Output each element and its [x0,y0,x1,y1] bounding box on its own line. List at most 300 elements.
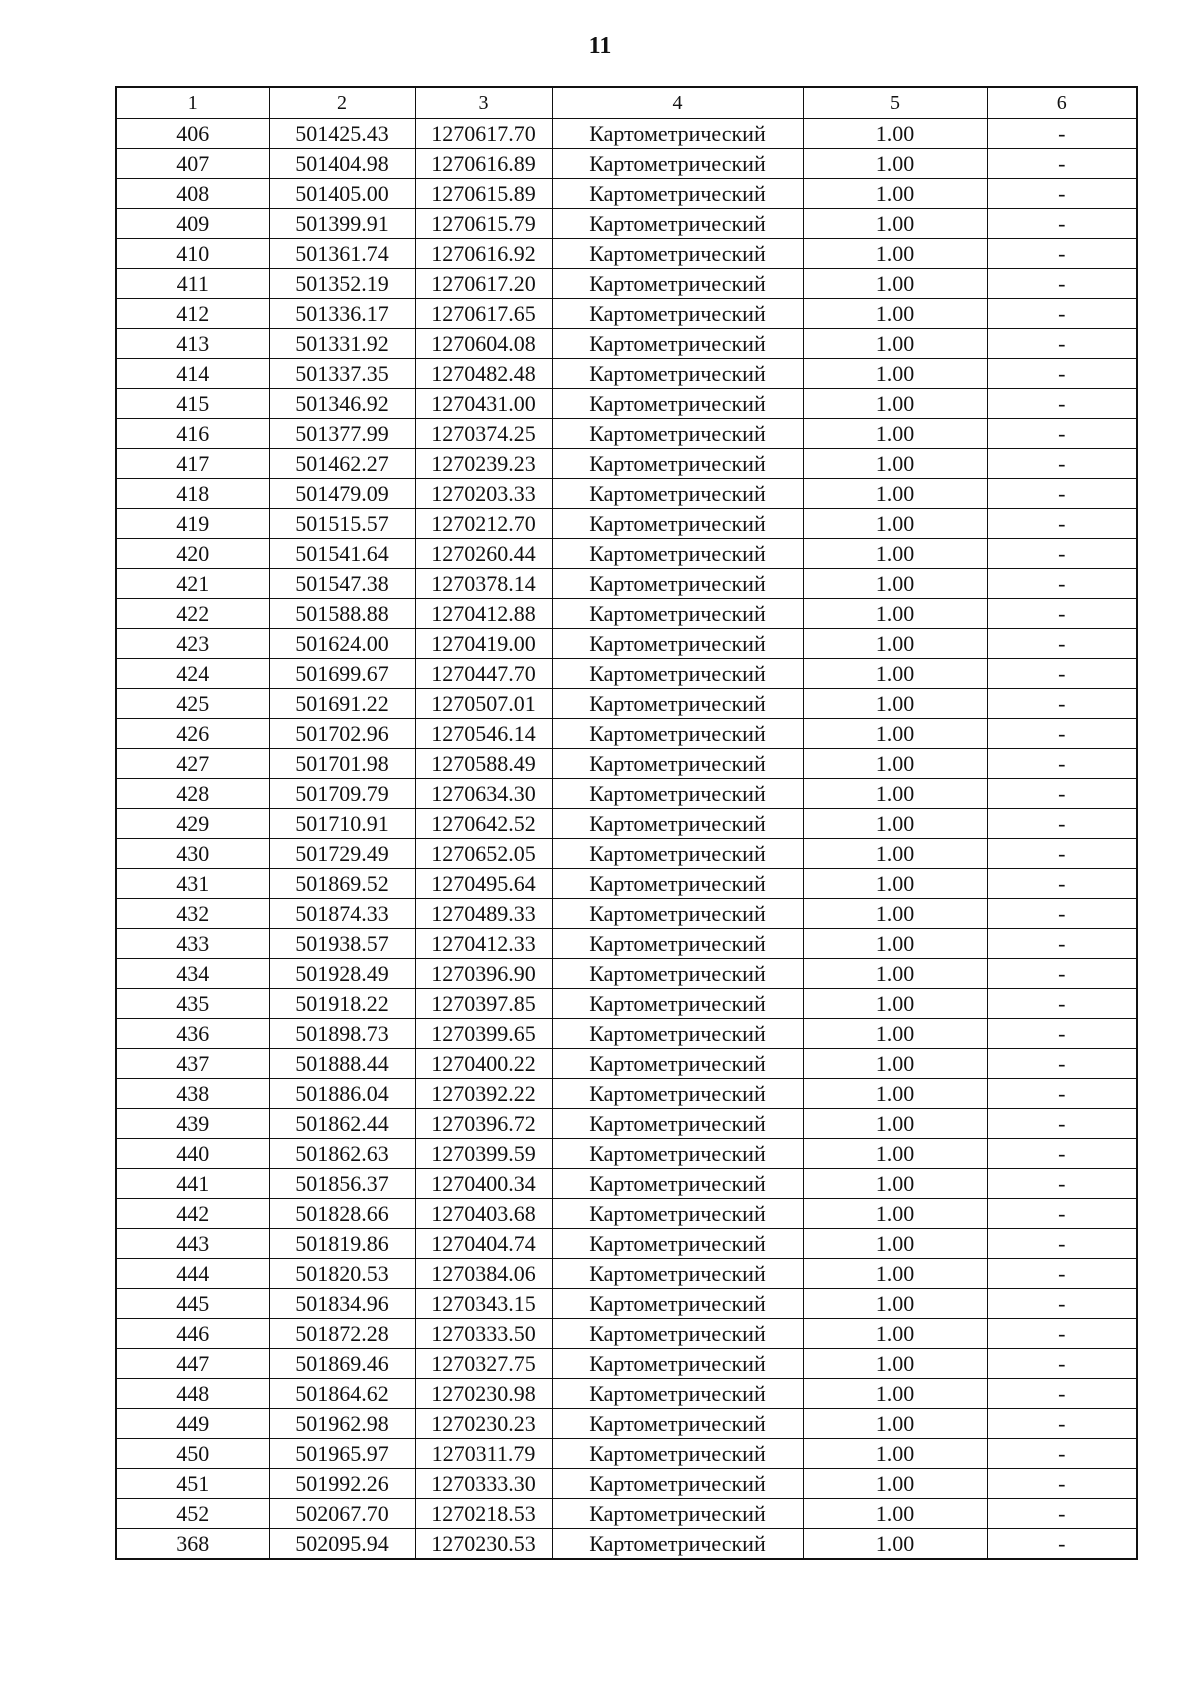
x-coordinate-cell: 501862.44 [269,1109,415,1139]
y-coordinate-cell: 1270404.74 [415,1229,552,1259]
accuracy-cell: 1.00 [803,1439,987,1469]
table-row [116,1349,1137,1379]
x-coordinate-cell: 501819.86 [269,1229,415,1259]
description-cell: - [987,809,1137,839]
table-row [116,1229,1137,1259]
x-coordinate-cell: 501361.74 [269,239,415,269]
accuracy-cell: 1.00 [803,1019,987,1049]
point-number-cell: 429 [116,809,269,839]
y-coordinate-cell: 1270333.30 [415,1469,552,1499]
y-coordinate-cell: 1270604.08 [415,329,552,359]
description-cell: - [987,1139,1137,1169]
point-number-cell: 416 [116,419,269,449]
accuracy-cell: 1.00 [803,959,987,989]
table-row [116,749,1137,779]
method-cell: Картометрический [552,1169,803,1199]
point-number-cell: 438 [116,1079,269,1109]
x-coordinate-cell: 501352.19 [269,269,415,299]
method-cell: Картометрический [552,659,803,689]
x-coordinate-cell: 501965.97 [269,1439,415,1469]
method-cell: Картометрический [552,1139,803,1169]
x-coordinate-cell: 501820.53 [269,1259,415,1289]
point-number-cell: 422 [116,599,269,629]
table-row [116,959,1137,989]
y-coordinate-cell: 1270652.05 [415,839,552,869]
y-coordinate-cell: 1270403.68 [415,1199,552,1229]
y-coordinate-cell: 1270230.23 [415,1409,552,1439]
method-cell: Картометрический [552,479,803,509]
table-row [116,1439,1137,1469]
point-number-cell: 419 [116,509,269,539]
y-coordinate-cell: 1270615.89 [415,179,552,209]
description-cell: - [987,179,1137,209]
description-cell: - [987,629,1137,659]
x-coordinate-cell: 501862.63 [269,1139,415,1169]
point-number-cell: 423 [116,629,269,659]
point-number-cell: 445 [116,1289,269,1319]
y-coordinate-cell: 1270392.22 [415,1079,552,1109]
description-cell: - [987,389,1137,419]
description-cell: - [987,359,1137,389]
point-number-cell: 443 [116,1229,269,1259]
accuracy-cell: 1.00 [803,539,987,569]
column-header-4: 4 [552,87,803,119]
accuracy-cell: 1.00 [803,1529,987,1560]
point-number-cell: 424 [116,659,269,689]
y-coordinate-cell: 1270396.72 [415,1109,552,1139]
point-number-cell: 421 [116,569,269,599]
x-coordinate-cell: 501699.67 [269,659,415,689]
point-number-cell: 444 [116,1259,269,1289]
point-number-cell: 437 [116,1049,269,1079]
table-header [116,87,1137,119]
table-row [116,1289,1137,1319]
point-number-cell: 415 [116,389,269,419]
accuracy-cell: 1.00 [803,509,987,539]
y-coordinate-cell: 1270634.30 [415,779,552,809]
method-cell: Картометрический [552,1019,803,1049]
point-number-cell: 426 [116,719,269,749]
x-coordinate-cell: 502067.70 [269,1499,415,1529]
y-coordinate-cell: 1270482.48 [415,359,552,389]
method-cell: Картометрический [552,299,803,329]
y-coordinate-cell: 1270616.92 [415,239,552,269]
x-coordinate-cell: 501331.92 [269,329,415,359]
method-cell: Картометрический [552,869,803,899]
x-coordinate-cell: 501710.91 [269,809,415,839]
description-cell: - [987,449,1137,479]
accuracy-cell: 1.00 [803,239,987,269]
method-cell: Картометрический [552,629,803,659]
point-number-cell: 417 [116,449,269,479]
x-coordinate-cell: 501828.66 [269,1199,415,1229]
table-row [116,359,1137,389]
y-coordinate-cell: 1270617.70 [415,119,552,149]
x-coordinate-cell: 501888.44 [269,1049,415,1079]
method-cell: Картометрический [552,239,803,269]
accuracy-cell: 1.00 [803,1199,987,1229]
description-cell: - [987,959,1137,989]
point-number-cell: 431 [116,869,269,899]
description-cell: - [987,779,1137,809]
table-row [116,899,1137,929]
method-cell: Картометрический [552,899,803,929]
table-row [116,299,1137,329]
method-cell: Картометрический [552,989,803,1019]
method-cell: Картометрический [552,119,803,149]
x-coordinate-cell: 501425.43 [269,119,415,149]
table-row [116,719,1137,749]
description-cell: - [987,569,1137,599]
description-cell: - [987,1469,1137,1499]
table-row [116,1469,1137,1499]
x-coordinate-cell: 501547.38 [269,569,415,599]
method-cell: Картометрический [552,149,803,179]
point-number-cell: 413 [116,329,269,359]
point-number-cell: 436 [116,1019,269,1049]
table-row [116,509,1137,539]
method-cell: Картометрический [552,1499,803,1529]
method-cell: Картометрический [552,929,803,959]
method-cell: Картометрический [552,539,803,569]
column-header-1: 1 [116,87,269,119]
y-coordinate-cell: 1270212.70 [415,509,552,539]
y-coordinate-cell: 1270230.98 [415,1379,552,1409]
table-row [116,1079,1137,1109]
method-cell: Картометрический [552,719,803,749]
description-cell: - [987,299,1137,329]
y-coordinate-cell: 1270333.50 [415,1319,552,1349]
point-number-cell: 433 [116,929,269,959]
method-cell: Картометрический [552,1409,803,1439]
method-cell: Картометрический [552,1049,803,1079]
method-cell: Картометрический [552,1529,803,1560]
point-number-cell: 439 [116,1109,269,1139]
y-coordinate-cell: 1270546.14 [415,719,552,749]
point-number-cell: 449 [116,1409,269,1439]
point-number-cell: 425 [116,689,269,719]
x-coordinate-cell: 501992.26 [269,1469,415,1499]
accuracy-cell: 1.00 [803,149,987,179]
table-row [116,539,1137,569]
point-number-cell: 412 [116,299,269,329]
y-coordinate-cell: 1270431.00 [415,389,552,419]
method-cell: Картометрический [552,1229,803,1259]
description-cell: - [987,1109,1137,1139]
x-coordinate-cell: 501399.91 [269,209,415,239]
accuracy-cell: 1.00 [803,419,987,449]
point-number-cell: 427 [116,749,269,779]
table-row [116,1319,1137,1349]
y-coordinate-cell: 1270617.65 [415,299,552,329]
table-row [116,119,1137,149]
method-cell: Картометрический [552,1109,803,1139]
x-coordinate-cell: 501886.04 [269,1079,415,1109]
x-coordinate-cell: 501856.37 [269,1169,415,1199]
table-row [116,629,1137,659]
column-header-3: 3 [415,87,552,119]
accuracy-cell: 1.00 [803,299,987,329]
description-cell: - [987,419,1137,449]
accuracy-cell: 1.00 [803,689,987,719]
accuracy-cell: 1.00 [803,1379,987,1409]
point-number-cell: 435 [116,989,269,1019]
accuracy-cell: 1.00 [803,1109,987,1139]
accuracy-cell: 1.00 [803,809,987,839]
description-cell: - [987,1529,1137,1560]
y-coordinate-cell: 1270489.33 [415,899,552,929]
point-number-cell: 451 [116,1469,269,1499]
accuracy-cell: 1.00 [803,479,987,509]
method-cell: Картометрический [552,569,803,599]
x-coordinate-cell: 501872.28 [269,1319,415,1349]
description-cell: - [987,899,1137,929]
accuracy-cell: 1.00 [803,389,987,419]
description-cell: - [987,989,1137,1019]
accuracy-cell: 1.00 [803,989,987,1019]
table-row [116,839,1137,869]
y-coordinate-cell: 1270239.23 [415,449,552,479]
x-coordinate-cell: 501462.27 [269,449,415,479]
accuracy-cell: 1.00 [803,719,987,749]
point-number-cell: 409 [116,209,269,239]
point-number-cell: 410 [116,239,269,269]
table-row [116,809,1137,839]
table-row [116,689,1137,719]
table-row [116,779,1137,809]
description-cell: - [987,149,1137,179]
description-cell: - [987,1289,1137,1319]
y-coordinate-cell: 1270617.20 [415,269,552,299]
accuracy-cell: 1.00 [803,1469,987,1499]
x-coordinate-cell: 501588.88 [269,599,415,629]
x-coordinate-cell: 501869.52 [269,869,415,899]
accuracy-cell: 1.00 [803,359,987,389]
table-row [116,1019,1137,1049]
accuracy-cell: 1.00 [803,1259,987,1289]
accuracy-cell: 1.00 [803,839,987,869]
x-coordinate-cell: 501346.92 [269,389,415,419]
table-row [116,869,1137,899]
y-coordinate-cell: 1270507.01 [415,689,552,719]
description-cell: - [987,929,1137,959]
y-coordinate-cell: 1270230.53 [415,1529,552,1560]
description-cell: - [987,1019,1137,1049]
point-number-cell: 407 [116,149,269,179]
method-cell: Картометрический [552,359,803,389]
table-row [116,1529,1137,1560]
point-number-cell: 452 [116,1499,269,1529]
description-cell: - [987,1499,1137,1529]
accuracy-cell: 1.00 [803,869,987,899]
method-cell: Картометрический [552,749,803,779]
accuracy-cell: 1.00 [803,1139,987,1169]
y-coordinate-cell: 1270412.33 [415,929,552,959]
description-cell: - [987,1409,1137,1439]
description-cell: - [987,1199,1137,1229]
y-coordinate-cell: 1270447.70 [415,659,552,689]
description-cell: - [987,1259,1137,1289]
x-coordinate-cell: 501918.22 [269,989,415,1019]
x-coordinate-cell: 501479.09 [269,479,415,509]
description-cell: - [987,209,1137,239]
method-cell: Картометрический [552,779,803,809]
method-cell: Картометрический [552,269,803,299]
table-row [116,1259,1137,1289]
y-coordinate-cell: 1270642.52 [415,809,552,839]
table-row [116,1109,1137,1139]
table-row [116,449,1137,479]
method-cell: Картометрический [552,329,803,359]
table-body [116,119,1137,1560]
description-cell: - [987,479,1137,509]
table-row [116,1049,1137,1079]
point-number-cell: 448 [116,1379,269,1409]
method-cell: Картометрический [552,419,803,449]
method-cell: Картометрический [552,839,803,869]
table-row [116,179,1137,209]
y-coordinate-cell: 1270384.06 [415,1259,552,1289]
point-number-cell: 447 [116,1349,269,1379]
description-cell: - [987,659,1137,689]
accuracy-cell: 1.00 [803,1079,987,1109]
x-coordinate-cell: 501834.96 [269,1289,415,1319]
description-cell: - [987,539,1137,569]
description-cell: - [987,599,1137,629]
point-number-cell: 434 [116,959,269,989]
method-cell: Картометрический [552,1469,803,1499]
accuracy-cell: 1.00 [803,569,987,599]
y-coordinate-cell: 1270311.79 [415,1439,552,1469]
y-coordinate-cell: 1270412.88 [415,599,552,629]
point-number-cell: 406 [116,119,269,149]
method-cell: Картометрический [552,1439,803,1469]
point-number-cell: 428 [116,779,269,809]
point-number-cell: 446 [116,1319,269,1349]
y-coordinate-cell: 1270399.65 [415,1019,552,1049]
x-coordinate-cell: 501938.57 [269,929,415,959]
description-cell: - [987,869,1137,899]
point-number-cell: 368 [116,1529,269,1560]
x-coordinate-cell: 501729.49 [269,839,415,869]
point-number-cell: 430 [116,839,269,869]
table-row [116,989,1137,1019]
y-coordinate-cell: 1270374.25 [415,419,552,449]
table-row [116,389,1137,419]
point-number-cell: 432 [116,899,269,929]
x-coordinate-cell: 501337.35 [269,359,415,389]
x-coordinate-cell: 501336.17 [269,299,415,329]
description-cell: - [987,1349,1137,1379]
accuracy-cell: 1.00 [803,899,987,929]
description-cell: - [987,1379,1137,1409]
y-coordinate-cell: 1270397.85 [415,989,552,1019]
point-number-cell: 420 [116,539,269,569]
y-coordinate-cell: 1270588.49 [415,749,552,779]
accuracy-cell: 1.00 [803,1319,987,1349]
description-cell: - [987,239,1137,269]
accuracy-cell: 1.00 [803,269,987,299]
method-cell: Картометрический [552,1079,803,1109]
y-coordinate-cell: 1270400.22 [415,1049,552,1079]
method-cell: Картометрический [552,389,803,419]
description-cell: - [987,119,1137,149]
method-cell: Картометрический [552,959,803,989]
column-header-5: 5 [803,87,987,119]
accuracy-cell: 1.00 [803,629,987,659]
accuracy-cell: 1.00 [803,449,987,479]
description-cell: - [987,839,1137,869]
y-coordinate-cell: 1270400.34 [415,1169,552,1199]
description-cell: - [987,509,1137,539]
table-row [116,1499,1137,1529]
method-cell: Картометрический [552,179,803,209]
x-coordinate-cell: 501701.98 [269,749,415,779]
table-row [116,929,1137,959]
y-coordinate-cell: 1270218.53 [415,1499,552,1529]
x-coordinate-cell: 501864.62 [269,1379,415,1409]
x-coordinate-cell: 501377.99 [269,419,415,449]
accuracy-cell: 1.00 [803,1229,987,1259]
table-row [116,329,1137,359]
table-row [116,209,1137,239]
accuracy-cell: 1.00 [803,1169,987,1199]
y-coordinate-cell: 1270343.15 [415,1289,552,1319]
method-cell: Картометрический [552,1349,803,1379]
point-number-cell: 450 [116,1439,269,1469]
description-cell: - [987,1169,1137,1199]
accuracy-cell: 1.00 [803,179,987,209]
y-coordinate-cell: 1270616.89 [415,149,552,179]
x-coordinate-cell: 501515.57 [269,509,415,539]
x-coordinate-cell: 501928.49 [269,959,415,989]
point-number-cell: 441 [116,1169,269,1199]
description-cell: - [987,1079,1137,1109]
method-cell: Картометрический [552,599,803,629]
description-cell: - [987,1049,1137,1079]
method-cell: Картометрический [552,1379,803,1409]
description-cell: - [987,1229,1137,1259]
point-number-cell: 414 [116,359,269,389]
x-coordinate-cell: 501962.98 [269,1409,415,1439]
table-row [116,1169,1137,1199]
table-row [116,1409,1137,1439]
accuracy-cell: 1.00 [803,1349,987,1379]
table-row [116,1199,1137,1229]
method-cell: Картометрический [552,1289,803,1319]
y-coordinate-cell: 1270378.14 [415,569,552,599]
method-cell: Картометрический [552,209,803,239]
y-coordinate-cell: 1270399.59 [415,1139,552,1169]
y-coordinate-cell: 1270327.75 [415,1349,552,1379]
table-row [116,569,1137,599]
accuracy-cell: 1.00 [803,119,987,149]
accuracy-cell: 1.00 [803,1409,987,1439]
x-coordinate-cell: 501405.00 [269,179,415,209]
description-cell: - [987,719,1137,749]
table-row [116,269,1137,299]
method-cell: Картометрический [552,809,803,839]
header-row [116,87,1137,119]
table-row [116,1139,1137,1169]
accuracy-cell: 1.00 [803,929,987,959]
accuracy-cell: 1.00 [803,1049,987,1079]
point-number-cell: 411 [116,269,269,299]
page-number: 11 [588,33,612,59]
y-coordinate-cell: 1270260.44 [415,539,552,569]
table-row [116,419,1137,449]
accuracy-cell: 1.00 [803,329,987,359]
